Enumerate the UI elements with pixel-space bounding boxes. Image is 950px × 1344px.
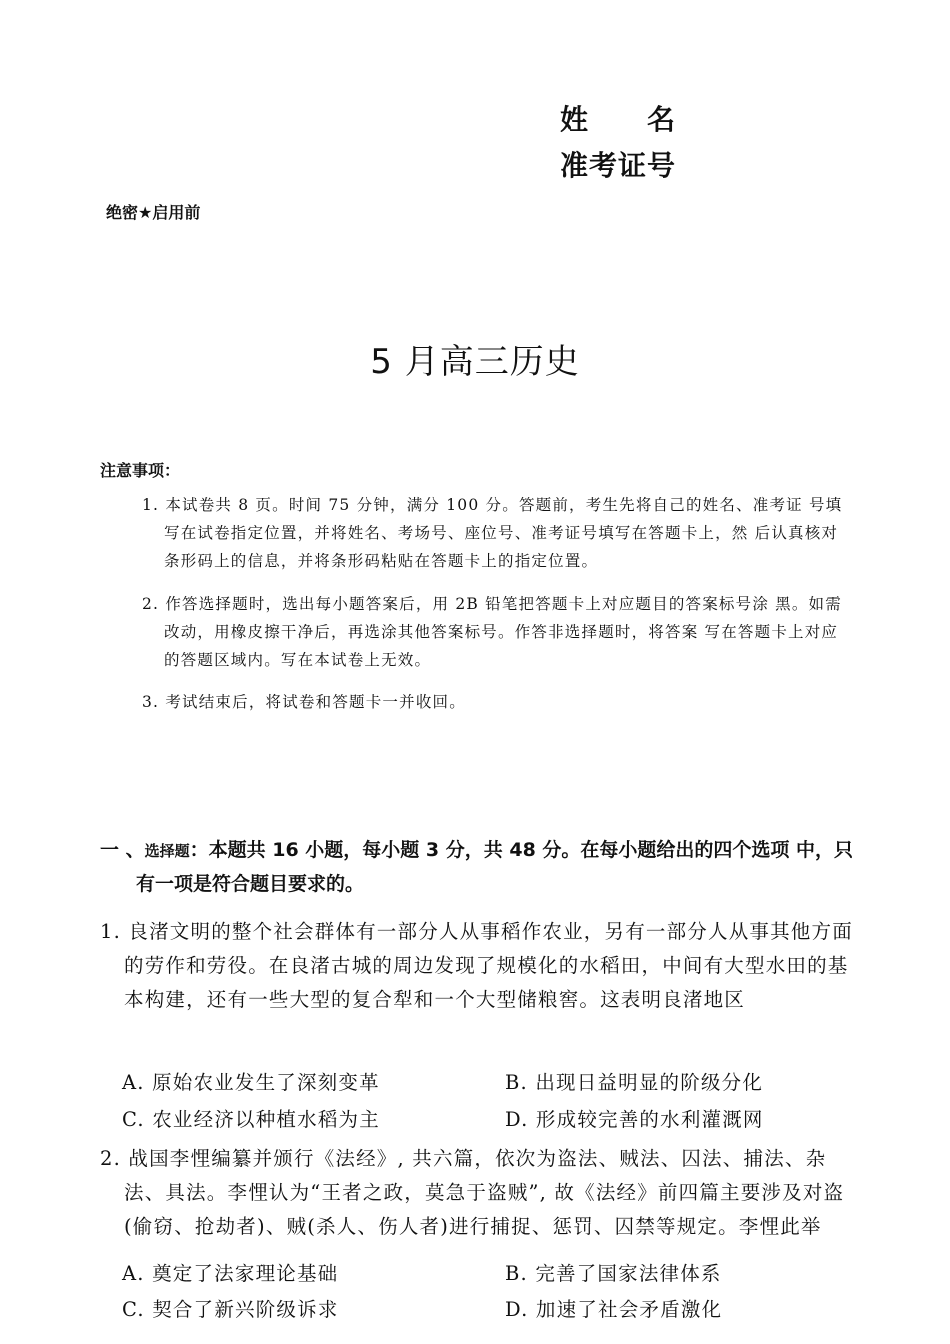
- confidential-mark: 绝密★启用前: [106, 203, 201, 222]
- question-1-option-d: D. 形成较完善的水利灌溉网: [505, 1108, 764, 1131]
- question-1-option-c: C. 农业经济以种植水稻为主: [122, 1108, 380, 1131]
- exam-id-field-label: 准考证号: [560, 149, 677, 182]
- question-2-stem: 2. 战国李悝编纂并颁行《法经》, 共六篇，依次为盗法、贼法、囚法、捕法、杂法、具法。李悝认为“王者之政，莫急于盗贼”, 故《法经》前四篇主要涉及对盗(偷窃、抢劫者)、贼(杀人、伤人者)进行捕捉、惩罚、囚禁等规定。李悝此举: [100, 1147, 845, 1238]
- section-heading: [100, 834, 860, 901]
- note-item-1: 1. 本试卷共 8 页。时间 75 分钟，满分 100 分。答题前，考生先将自己的姓名、准考证 号填写在试卷指定位置，并将姓名、考场号、座位号、准考证号填写在答题卡上，然 后认真核对条形码上的信息，并将条形码粘贴在答题卡上的指定位置。: [142, 496, 843, 570]
- section-prefix: 一 、: [100, 839, 145, 861]
- question-2-option-d: D. 加速了社会矛盾激化: [505, 1298, 723, 1321]
- question-1-stem: 1. 良渚文明的整个社会群体有一部分人从事稻作农业，另有一部分人从事其他方面的劳作和劳役。在良渚古城的周边发现了规模化的水稻田，中间有大型水田的基本构建，还有一些大型的复合犁和一个大型储粮窖。这表明良渚地区: [100, 920, 853, 1011]
- section-lead: 选择题: [144, 842, 190, 860]
- question-1-option-a: A. 原始农业发生了深刻变革: [122, 1071, 380, 1094]
- question-2-option-b: B. 完善了国家法律体系: [505, 1262, 722, 1285]
- section-text: ：本题共 16 小题，每小题 3 分，共 48 分。在每小题给出的四个选项 中，只有一项是符合题目要求的。: [136, 839, 854, 895]
- question-1-option-b: B. 出现日益明显的阶级分化: [505, 1071, 764, 1094]
- page-title: 5 月高三历史: [370, 342, 580, 382]
- notes-heading: 注意事项：: [100, 461, 181, 480]
- name-field-label: 姓 名: [560, 103, 677, 136]
- note-item-2: 2. 作答选择题时，选出每小题答案后，用 2B 铅笔把答题卡上对应题目的答案标号涂 黑。如需改动，用橡皮擦干净后，再选涂其他答案标号。作答非选择题时，将答案 写在答题卡上对应的答题区域内。写在本试卷上无效。: [142, 595, 842, 669]
- note-item-3: 3. 考试结束后，将试卷和答题卡一并收回。: [142, 693, 466, 711]
- question-2-option-a: A. 奠定了法家理论基础: [122, 1262, 339, 1285]
- question-2-option-c: C. 契合了新兴阶级诉求: [122, 1298, 339, 1321]
